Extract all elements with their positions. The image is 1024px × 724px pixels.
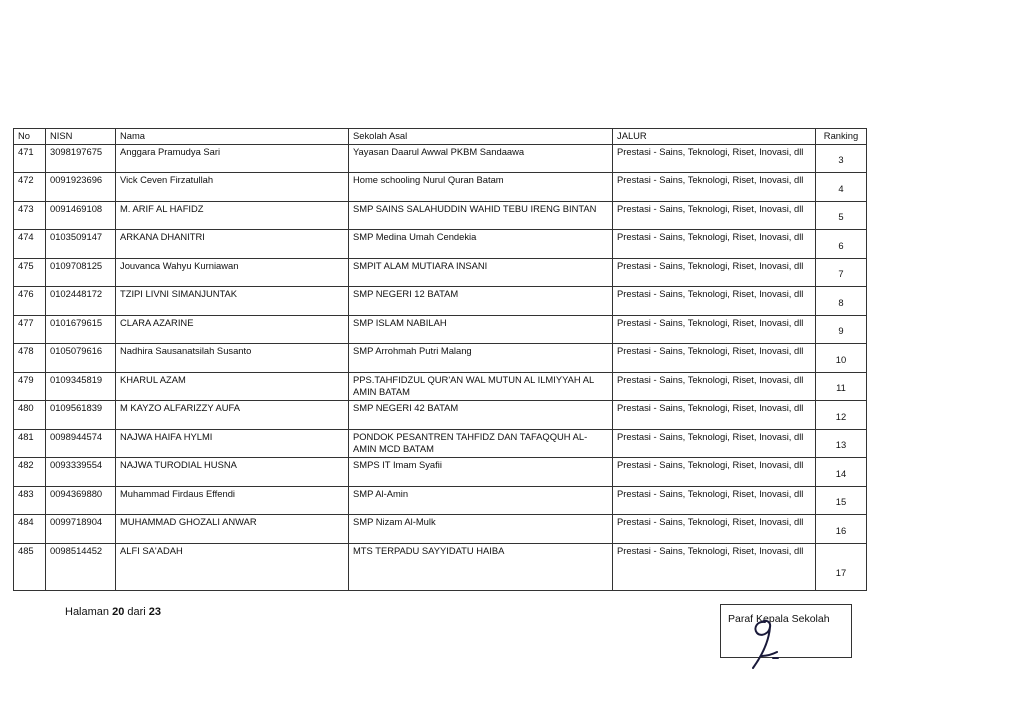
cell-nisn: 0099718904 (46, 515, 116, 544)
cell-jalur: Prestasi - Sains, Teknologi, Riset, Inovasi, dll (613, 401, 816, 430)
cell-ranking (816, 429, 867, 458)
cell-no: 482 (14, 458, 46, 487)
cell-ranking (816, 344, 867, 373)
cell-sekolah-asal: SMPIT ALAM MUTIARA INSANI (349, 258, 613, 287)
cell-nisn: 0091923696 (46, 173, 116, 202)
cell-no: 485 (14, 543, 46, 590)
cell-jalur: Prestasi - Sains, Teknologi, Riset, Inovasi, dll (613, 543, 816, 590)
table-header-row (14, 129, 867, 145)
cell-nama: NAJWA TURODIAL HUSNA (116, 458, 349, 487)
cell-nama: NAJWA HAIFA HYLMI (116, 429, 349, 458)
cell-sekolah-asal: SMP NEGERI 42 BATAM (349, 401, 613, 430)
header-nama: Nama (116, 129, 349, 145)
cell-ranking (816, 287, 867, 316)
cell-no: 484 (14, 515, 46, 544)
page-middle: dari (124, 606, 149, 618)
cell-ranking (816, 258, 867, 287)
cell-ranking (816, 515, 867, 544)
table-row (14, 230, 867, 259)
cell-jalur: Prestasi - Sains, Teknologi, Riset, Inovasi, dll (613, 201, 816, 230)
cell-nama: CLARA AZARINE (116, 315, 349, 344)
cell-nama: Jouvanca Wahyu Kurniawan (116, 258, 349, 287)
cell-no: 483 (14, 486, 46, 515)
cell-no: 478 (14, 344, 46, 373)
ranking-value: 13 (835, 439, 847, 450)
table-row (14, 486, 867, 515)
cell-nisn: 0103509147 (46, 230, 116, 259)
cell-sekolah-asal: SMP Al-Amin (349, 486, 613, 515)
table-row (14, 515, 867, 544)
table-row (14, 458, 867, 487)
ranking-value: 5 (838, 211, 844, 222)
cell-sekolah-asal: Home schooling Nurul Quran Batam (349, 173, 613, 202)
cell-jalur: Prestasi - Sains, Teknologi, Riset, Inovasi, dll (613, 287, 816, 316)
cell-nama: TZIPI LIVNI SIMANJUNTAK (116, 287, 349, 316)
ranking-value: 17 (835, 567, 847, 579)
cell-nisn: 0105079616 (46, 344, 116, 373)
cell-jalur: Prestasi - Sains, Teknologi, Riset, Inovasi, dll (613, 173, 816, 202)
cell-nisn: 0091469108 (46, 201, 116, 230)
page-current: 20 (112, 606, 125, 618)
cell-sekolah-asal: Yayasan Daarul Awwal PKBM Sandaawa (349, 144, 613, 173)
cell-sekolah-asal: SMP Medina Umah Cendekia (349, 230, 613, 259)
header-nisn: NISN (46, 129, 116, 145)
cell-no: 475 (14, 258, 46, 287)
cell-ranking (816, 401, 867, 430)
header-ranking: Ranking (816, 129, 867, 145)
cell-jalur: Prestasi - Sains, Teknologi, Riset, Inovasi, dll (613, 230, 816, 259)
cell-no: 474 (14, 230, 46, 259)
handwritten-signature (735, 612, 795, 674)
cell-no: 476 (14, 287, 46, 316)
cell-jalur: Prestasi - Sains, Teknologi, Riset, Inovasi, dll (613, 515, 816, 544)
cell-ranking (816, 201, 867, 230)
cell-no: 477 (14, 315, 46, 344)
cell-jalur: Prestasi - Sains, Teknologi, Riset, Inovasi, dll (613, 258, 816, 287)
ranking-value: 10 (835, 353, 847, 365)
cell-nisn: 3098197675 (46, 144, 116, 173)
cell-nisn: 0109708125 (46, 258, 116, 287)
cell-no: 481 (14, 429, 46, 458)
ranking-value: 12 (835, 410, 847, 422)
header-jalur: JALUR (613, 129, 816, 145)
cell-ranking (816, 315, 867, 344)
cell-nisn: 0093339554 (46, 458, 116, 487)
cell-sekolah-asal: MTS TERPADU SAYYIDATU HAIBA (349, 543, 613, 590)
ranking-value: 4 (838, 182, 844, 194)
cell-sekolah-asal: PPS.TAHFIDZUL QUR'AN WAL MUTUN AL ILMIYYAH AL AMIN BATAM (349, 372, 613, 401)
cell-nama: KHARUL AZAM (116, 372, 349, 401)
cell-nisn: 0109345819 (46, 372, 116, 401)
cell-ranking (816, 458, 867, 487)
cell-nisn: 0101679615 (46, 315, 116, 344)
ranking-value: 15 (835, 496, 847, 507)
table-row (14, 173, 867, 202)
cell-sekolah-asal: PONDOK PESANTREN TAHFIDZ DAN TAFAQQUH AL-AMIN MCD BATAM (349, 429, 613, 458)
table-row (14, 201, 867, 230)
page-total: 23 (148, 606, 162, 618)
cell-sekolah-asal: SMP SAINS SALAHUDDIN WAHID TEBU IRENG BINTAN (349, 201, 613, 230)
cell-nama: ARKANA DHANITRI (116, 230, 349, 259)
cell-no: 479 (14, 372, 46, 401)
cell-ranking (816, 543, 867, 590)
cell-nama: MUHAMMAD GHOZALI ANWAR (116, 515, 349, 544)
table-row (14, 315, 867, 344)
ranking-value: 3 (838, 154, 844, 165)
cell-sekolah-asal: SMPS IT Imam Syafii (349, 458, 613, 487)
cell-no: 472 (14, 173, 46, 202)
cell-jalur: Prestasi - Sains, Teknologi, Riset, Inovasi, dll (613, 144, 816, 173)
cell-nama: ALFI SA'ADAH (116, 543, 349, 590)
table-row (14, 429, 867, 458)
header-no: No (14, 129, 46, 145)
table-row (14, 258, 867, 287)
cell-jalur: Prestasi - Sains, Teknologi, Riset, Inovasi, dll (613, 344, 816, 373)
cell-ranking (816, 372, 867, 401)
cell-no: 480 (14, 401, 46, 430)
cell-nisn: 0098514452 (46, 543, 116, 590)
cell-sekolah-asal: SMP Nizam Al-Mulk (349, 515, 613, 544)
cell-nama: Vick Ceven Firzatullah (116, 173, 349, 202)
cell-nama: Anggara Pramudya Sari (116, 144, 349, 173)
table-row (14, 372, 867, 401)
ranking-value: 16 (835, 524, 847, 536)
cell-jalur: Prestasi - Sains, Teknologi, Riset, Inovasi, dll (613, 486, 816, 515)
cell-sekolah-asal: SMP Arrohmah Putri Malang (349, 344, 613, 373)
table-row (14, 543, 867, 590)
cell-nama: Muhammad Firdaus Effendi (116, 486, 349, 515)
ranking-value: 6 (838, 239, 844, 251)
table-row (14, 287, 867, 316)
ranking-value: 11 (836, 382, 846, 393)
cell-nama: M KAYZO ALFARIZZY AUFA (116, 401, 349, 430)
cell-nisn: 0109561839 (46, 401, 116, 430)
cell-jalur: Prestasi - Sains, Teknologi, Riset, Inovasi, dll (613, 315, 816, 344)
page-prefix: Halaman (65, 606, 113, 618)
ranking-value: 7 (838, 268, 844, 279)
cell-no: 471 (14, 144, 46, 173)
ranking-value: 14 (835, 467, 847, 479)
cell-jalur: Prestasi - Sains, Teknologi, Riset, Inovasi, dll (613, 429, 816, 458)
page-number (65, 606, 161, 618)
cell-jalur: Prestasi - Sains, Teknologi, Riset, Inovasi, dll (613, 372, 816, 401)
cell-nama: Nadhira Sausanatsilah Susanto (116, 344, 349, 373)
table-row (14, 144, 867, 173)
cell-ranking (816, 486, 867, 515)
ranking-value: 9 (838, 325, 844, 336)
cell-ranking (816, 173, 867, 202)
cell-nisn: 0102448172 (46, 287, 116, 316)
cell-nama: M. ARIF AL HAFIDZ (116, 201, 349, 230)
cell-no: 473 (14, 201, 46, 230)
table-row (14, 344, 867, 373)
cell-sekolah-asal: SMP NEGERI 12 BATAM (349, 287, 613, 316)
table-row (14, 401, 867, 430)
ranking-value: 8 (838, 296, 844, 308)
student-ranking-table (13, 128, 867, 591)
signature-box-title: Paraf Kepala Sekolah (728, 613, 830, 625)
cell-sekolah-asal: SMP ISLAM NABILAH (349, 315, 613, 344)
cell-ranking (816, 230, 867, 259)
table-body (14, 144, 867, 590)
cell-ranking (816, 144, 867, 173)
cell-nisn: 0094369880 (46, 486, 116, 515)
cell-jalur: Prestasi - Sains, Teknologi, Riset, Inovasi, dll (613, 458, 816, 487)
cell-nisn: 0098944574 (46, 429, 116, 458)
header-sekolah-asal: Sekolah Asal (349, 129, 613, 145)
